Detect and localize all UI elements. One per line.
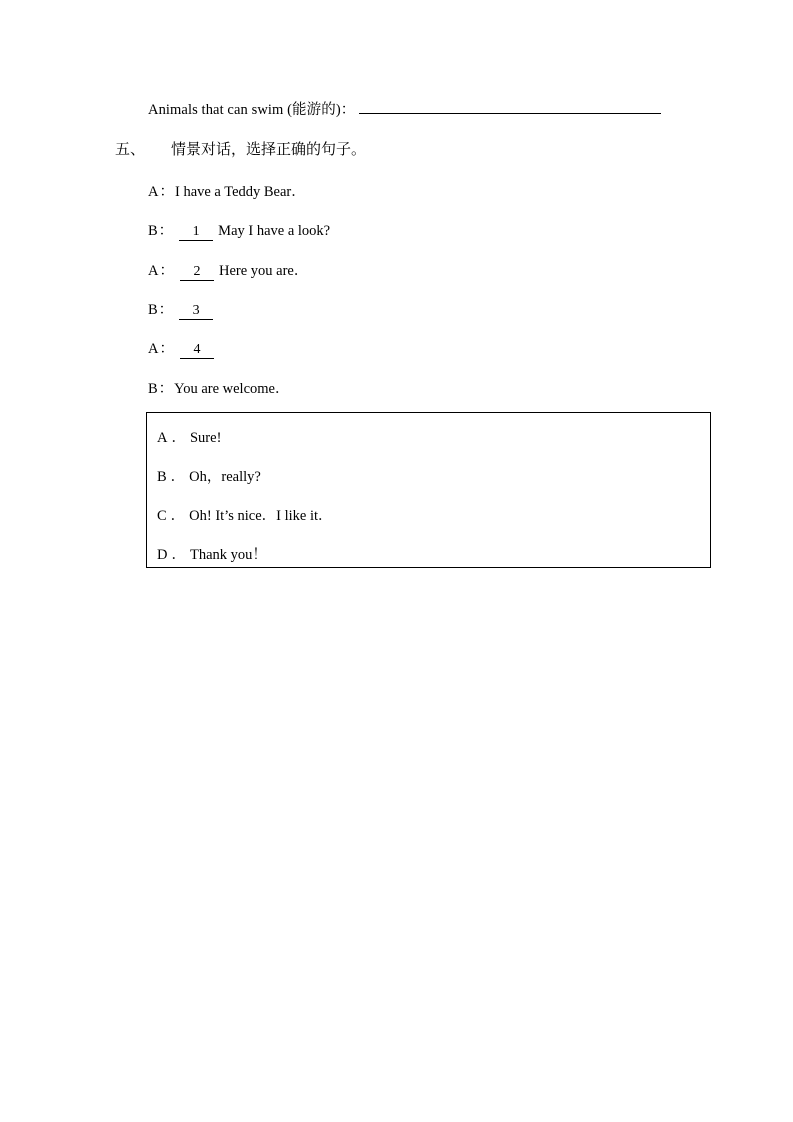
dialogue-answer-blank-2[interactable]: 2 — [180, 265, 214, 281]
dialogue-colon: ： — [159, 184, 174, 200]
dialogue-answer-blank-4[interactable]: 4 — [180, 343, 214, 359]
dialogue-colon: ： — [158, 302, 174, 318]
dialogue-speaker: B — [148, 223, 158, 239]
option-text: Oh! It’s nice．I like it． — [189, 508, 333, 524]
option-item[interactable] — [157, 504, 333, 525]
dialogue-answer-blank-1[interactable]: 1 — [179, 225, 213, 241]
dialogue-colon: ： — [158, 381, 174, 397]
swim-exercise-answer-blank[interactable] — [359, 100, 661, 114]
options-box — [146, 412, 711, 568]
swim-exercise-line — [148, 98, 661, 119]
dialogue-line — [148, 337, 219, 359]
dialogue-line — [148, 180, 306, 201]
dialogue-speaker: A — [148, 263, 159, 279]
section-title: 情景对话，选择正确的句子。 — [171, 140, 367, 158]
dialogue-text: May I have a look? — [218, 223, 331, 239]
option-letter: A — [157, 430, 168, 446]
option-text: Sure! — [189, 430, 222, 446]
option-text: Oh，really? — [189, 469, 261, 485]
section-heading — [115, 138, 366, 159]
dialogue-text: You are welcome． — [174, 381, 290, 397]
dialogue-line — [148, 259, 308, 281]
dialogue-line — [148, 298, 218, 320]
option-dot: ． — [171, 547, 186, 563]
dialogue-line — [148, 377, 289, 398]
option-letter: B — [157, 469, 167, 485]
option-text: Thank you！ — [189, 547, 267, 563]
dialogue-colon: ： — [158, 223, 174, 239]
option-dot: ． — [170, 469, 186, 485]
dialogue-line — [148, 219, 330, 241]
swim-exercise-label: Animals that can swim (能游的)： — [148, 102, 356, 118]
option-dot: ． — [170, 508, 186, 524]
dialogue-speaker: A — [148, 341, 159, 357]
dialogue-text: Here you are． — [218, 263, 309, 279]
dialogue-colon: ： — [159, 263, 174, 279]
dialogue-text: I have a Teddy Bear． — [174, 184, 306, 200]
dialogue-answer-blank-3[interactable]: 3 — [179, 304, 213, 320]
dialogue-speaker: B — [148, 302, 158, 318]
dialogue-colon: ： — [159, 341, 174, 357]
option-dot: ． — [171, 430, 186, 446]
dialogue-speaker: A — [148, 184, 159, 200]
option-letter: C — [157, 508, 167, 524]
option-item[interactable] — [157, 543, 267, 564]
option-letter: D — [157, 547, 168, 563]
section-number: 五、 — [115, 140, 146, 158]
dialogue-speaker: B — [148, 381, 158, 397]
option-item[interactable] — [157, 465, 261, 486]
option-item[interactable] — [157, 426, 221, 447]
